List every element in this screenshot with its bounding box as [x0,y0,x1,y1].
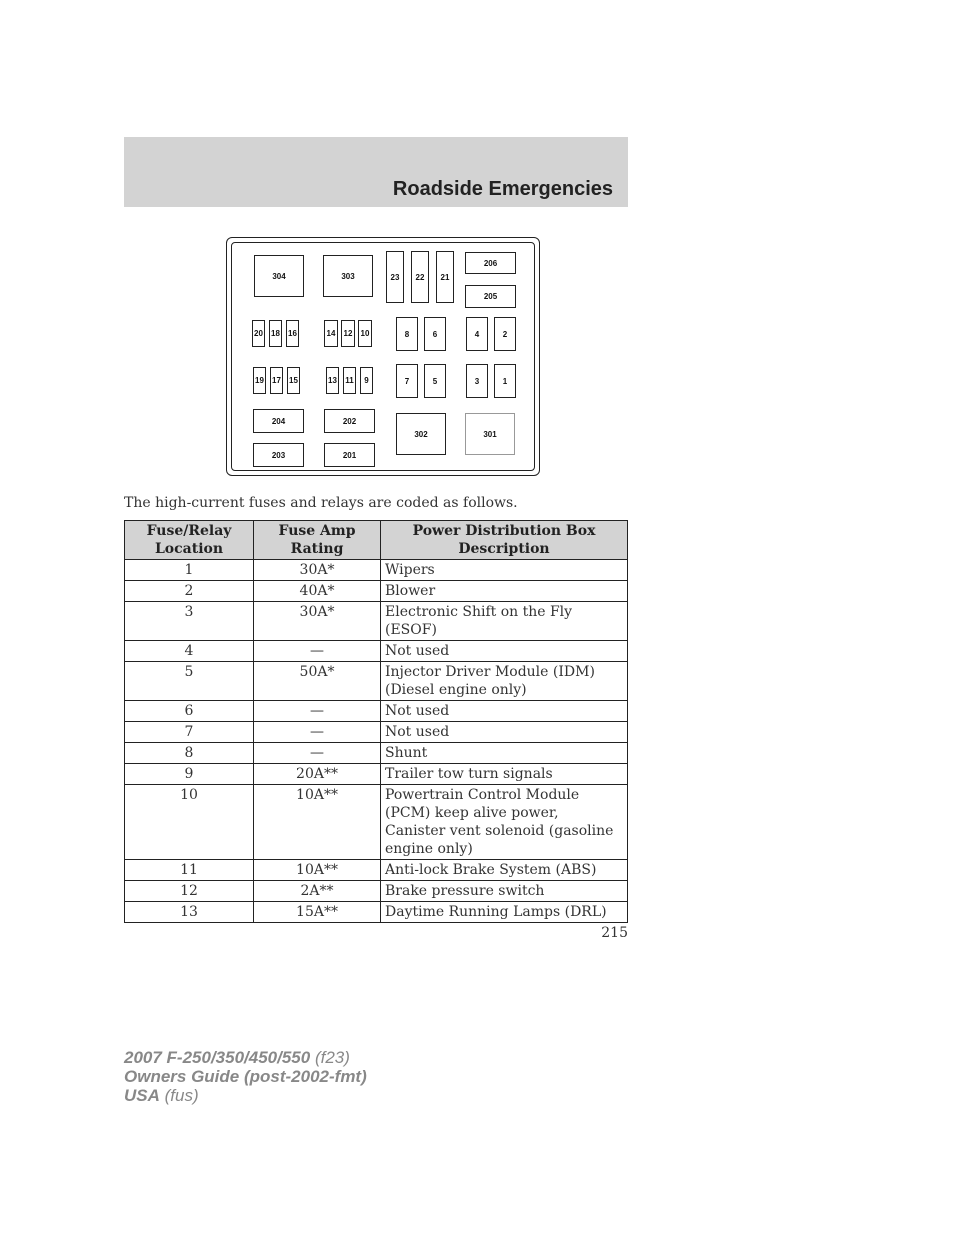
cell-description: Anti-lock Brake System (ABS) [381,860,628,881]
fuse-12: 12 [341,320,355,347]
cell-amp-rating: 40A* [254,581,381,602]
intro-text: The high-current fuses and relays are coded as follows. [124,495,518,511]
cell-amp-rating: 20A** [254,764,381,785]
cell-location: 13 [125,902,254,923]
fuse-204: 204 [253,409,304,433]
cell-amp-rating: 50A* [254,662,381,701]
fuse-19: 19 [253,367,266,394]
cell-description: Not used [381,722,628,743]
table-row [125,722,628,743]
cell-description: Electronic Shift on the Fly (ESOF) [381,602,628,641]
table-row [125,701,628,722]
fuse-17: 17 [270,367,283,394]
fuse-304: 304 [254,255,304,297]
page-number: 215 [601,925,628,941]
fuse-201: 201 [324,443,375,467]
fuse-301: 301 [465,413,515,455]
fuse-23: 23 [386,251,404,303]
fuse-205: 205 [465,285,516,308]
cell-location: 5 [125,662,254,701]
cell-description: Not used [381,641,628,662]
table-row [125,743,628,764]
header-amp-rating: Fuse Amp Rating [254,521,381,560]
fuse-302: 302 [396,413,446,455]
table-row [125,881,628,902]
cell-location: 7 [125,722,254,743]
table-body [125,560,628,923]
cell-amp-rating: — [254,722,381,743]
footer [124,1048,367,1105]
footer-market-code: (fus) [159,1086,199,1105]
fuse-22: 22 [411,251,429,303]
cell-location: 11 [125,860,254,881]
fuse-21: 21 [436,251,454,303]
cell-amp-rating: 2A** [254,881,381,902]
cell-amp-rating: 10A** [254,785,381,860]
table-row [125,785,628,860]
cell-description: Shunt [381,743,628,764]
footer-line-3 [124,1086,367,1105]
table-row [125,581,628,602]
cell-amp-rating: 10A** [254,860,381,881]
footer-line-2 [124,1067,367,1086]
table-row [125,602,628,641]
table-row [125,764,628,785]
header-description: Power Distribution Box Description [381,521,628,560]
header-band [124,137,628,207]
fuse-9: 9 [360,367,373,394]
fuse-16: 16 [286,320,299,347]
cell-description: Injector Driver Module (IDM) (Diesel engine only) [381,662,628,701]
cell-description: Daytime Running Lamps (DRL) [381,902,628,923]
fuse-4: 4 [466,317,488,351]
cell-description: Powertrain Control Module (PCM) keep alive power, Canister vent solenoid (gasoline engine only) [381,785,628,860]
cell-amp-rating: 30A* [254,602,381,641]
fuse-8: 8 [396,317,418,351]
cell-location: 2 [125,581,254,602]
table-row [125,641,628,662]
fuse-2: 2 [494,317,516,351]
footer-model: 2007 F-250/350/450/550 [124,1048,311,1067]
fuse-7: 7 [396,364,418,398]
fuse-10: 10 [358,320,372,347]
cell-description: Trailer tow turn signals [381,764,628,785]
cell-description: Wipers [381,560,628,581]
table-row [125,662,628,701]
cell-location: 6 [125,701,254,722]
fuse-303: 303 [323,255,373,297]
footer-model-code: (f23) [310,1048,350,1067]
cell-description: Brake pressure switch [381,881,628,902]
cell-location: 12 [125,881,254,902]
cell-location: 8 [125,743,254,764]
footer-market: USA [124,1086,160,1105]
cell-amp-rating: — [254,743,381,764]
cell-location: 9 [125,764,254,785]
cell-location: 10 [125,785,254,860]
fuse-202: 202 [324,409,375,433]
cell-location: 3 [125,602,254,641]
table-row [125,860,628,881]
fuse-203: 203 [253,443,304,467]
footer-line-1 [124,1048,367,1067]
table-header-row [125,521,628,560]
cell-location: 1 [125,560,254,581]
fuse-6: 6 [424,317,446,351]
cell-description: Blower [381,581,628,602]
cell-location: 4 [125,641,254,662]
fuse-11: 11 [343,367,356,394]
table-row [125,902,628,923]
cell-amp-rating: — [254,701,381,722]
fuse-5: 5 [424,364,446,398]
fuse-20: 20 [252,320,265,347]
cell-amp-rating: — [254,641,381,662]
cell-amp-rating: 15A** [254,902,381,923]
fuse-206: 206 [465,252,516,274]
fuse-box-diagram [226,237,540,476]
table-row [125,560,628,581]
fuse-table [124,520,628,923]
fuse-15: 15 [287,367,300,394]
cell-description: Not used [381,701,628,722]
fuse-13: 13 [326,367,339,394]
section-title: Roadside Emergencies [392,178,613,200]
fuse-3: 3 [466,364,488,398]
fuse-1: 1 [494,364,516,398]
cell-amp-rating: 30A* [254,560,381,581]
footer-guide: Owners Guide (post-2002-fmt) [124,1067,367,1086]
fuse-14: 14 [324,320,338,347]
fuse-18: 18 [269,320,282,347]
header-location: Fuse/Relay Location [125,521,254,560]
